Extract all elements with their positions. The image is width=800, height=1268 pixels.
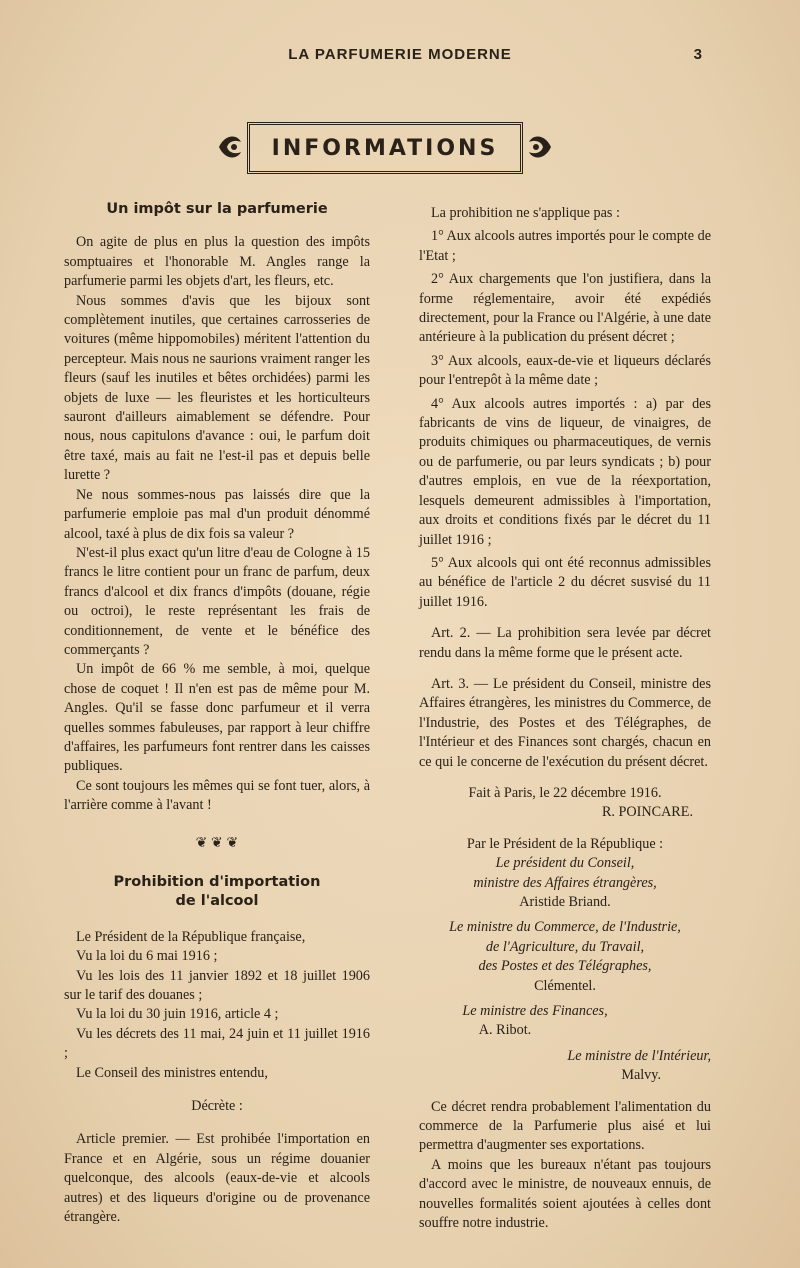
article-premier: Article premier. — Est prohibée l'importation en France et en Algérie, sous un régime douanier quelconque, des alcools (eaux-de-vie et alcools autres) et des liqueurs d'origine ou de provenance étrangère. bbox=[64, 1131, 370, 1226]
left-column bbox=[64, 200, 370, 1228]
exception-item: 5° Aux alcools qui ont été reconnus admissibles au bénéfice de l'article 2 du décret susvisé du 11 juillet 1916. bbox=[419, 554, 711, 610]
decrete-heading: Décrète : bbox=[191, 1098, 243, 1115]
minister3-name: A. Ribot. bbox=[478, 1022, 532, 1039]
decree-intro-line: Vu les décrets des 11 mai, 24 juin et 11 juillet 1916 ; bbox=[64, 1025, 370, 1062]
article-2: Art. 2. — La prohibition sera levée par décret rendu dans la même forme que le présent acte. bbox=[419, 625, 711, 661]
section-banner bbox=[215, 118, 555, 178]
decree-intro-line: Vu la loi du 30 juin 1916, article 4 ; bbox=[76, 1006, 279, 1023]
decree-intro-line: Vu la loi du 6 mai 1916 ; bbox=[76, 948, 218, 965]
article1-title: Un impôt sur la parfumerie bbox=[106, 201, 328, 217]
exception-item: 2° Aux chargements que l'on justifiera, dans la forme réglementaire, avoir été expédiés directement, pour la France ou l'Algérie, à une date antérieure à la publication du présent décret ; bbox=[419, 271, 711, 346]
minister4-title: Le ministre de l'Intérieur, bbox=[567, 1047, 711, 1064]
article2-title-line2: de l'alcool bbox=[175, 893, 259, 910]
article1-paragraph: On agite de plus en plus la question des impôts somptuaires et l'honorable M. Angles range la parfumerie parmi les objets d'art, les fleurs, etc. bbox=[64, 234, 370, 290]
decree-intro-line: Le Président de la République française, bbox=[76, 928, 306, 945]
exception-item: 1° Aux alcools autres importés pour le compte de l'Etat ; bbox=[419, 228, 711, 264]
prohibition-lead: La prohibition ne s'applique pas : bbox=[431, 205, 620, 221]
separator-ornament: ❦ ❦ ❦ bbox=[195, 834, 239, 851]
minister4-name: Malvy. bbox=[621, 1067, 661, 1084]
exception-item: 3° Aux alcools, eaux-de-vie et liqueurs déclarés pour l'entrepôt à la même date ; bbox=[419, 352, 711, 389]
minister1-name: Aristide Briand. bbox=[519, 894, 611, 910]
right-column bbox=[419, 204, 711, 1234]
page-number: 3 bbox=[693, 46, 703, 63]
decree-intro-line: Le Conseil des ministres entendu, bbox=[76, 1064, 268, 1081]
minister1-title: Le président du Conseil, bbox=[495, 855, 635, 872]
article1-paragraph: Nous sommes d'avis que les bijoux sont complètement inutiles, que certaines carrosseries de voitures (même hippomobiles) méritent l'attention du percepteur. Mais nous ne saurions vraiment ranger les fleurs (sauf les inutiles et bêtes orchidées) parmi les objets de luxe — les fleuristes et les horticulteurs sauront d'ailleurs aimablement se défendre. Pour nous, nous capitulons d'avance : oui, le parfum doit être taxé, mais au fait ne l'est-il pas et depuis belle lurette ? bbox=[64, 292, 370, 484]
minister2-title: de l'Agriculture, du Travail, bbox=[485, 938, 645, 955]
closing-paragraph: Ce décret rendra probablement l'alimentation du commerce de la Parfumerie plus aisé et lui permettra d'augmenter ses exportations. bbox=[419, 1098, 711, 1154]
article1-paragraph: Ne nous sommes-nous pas laissés dire que la parfumerie emploie pas mal d'un produit dénommé alcool, taxé à plus de dix fois sa valeur ? bbox=[64, 486, 370, 542]
section-title: INFORMATIONS bbox=[271, 135, 499, 161]
minister2-title: Le ministre du Commerce, de l'Industrie, bbox=[449, 919, 681, 936]
signature-poincare: R. POINCARE. bbox=[601, 804, 693, 821]
article2-title-line1: Prohibition d'importation bbox=[113, 874, 321, 890]
journal-title: LA PARFUMERIE MODERNE bbox=[288, 46, 512, 63]
minister2-title: des Postes et des Télégraphes, bbox=[478, 958, 652, 975]
article1-paragraph: Ce sont toujours les mêmes qui se font tuer, alors, à l'arrière comme à l'avant ! bbox=[64, 777, 370, 814]
running-header bbox=[0, 44, 800, 68]
minister1-title: ministre des Affaires étrangères, bbox=[473, 874, 657, 891]
article1-paragraph: N'est-il plus exact qu'un litre d'eau de Cologne à 15 francs le litre contient pour un franc de parfum, deux francs d'alcool et dix francs d'impôts (douane, régie ou octroi), le reste représentant les frais de conditionnement, de vente et le bénéfice des commerçants ? bbox=[64, 544, 370, 658]
minister2-name: Clémentel. bbox=[534, 977, 596, 994]
article1-paragraph: Un impôt de 66 % me semble, à moi, quelque chose de coquet ! Il n'en est pas de même pour M. Angles. Qu'il se fasse donc parfumeur et il verra quelles sommes fabuleuses, par rapport à leur chiffre d'affaires, les parfumeurs font rentrer dans les caisses publiques. bbox=[64, 661, 370, 775]
article-3: Art. 3. — Le président du Conseil, ministre des Affaires étrangères, les ministres du Commerce, de l'Industrie, des Postes et des Télégraphes, de l'Intérieur et des Finances sont chargés, chacun en ce qui le concerne de l'exécution du présent décret. bbox=[419, 675, 711, 770]
exception-item: 4° Aux alcools autres importés : a) par des fabricants de vins de liqueur, de vinaigres, de produits chimiques ou pharmaceutiques, de vernis ou de parfumerie, ou par leurs syndicats ; b) pour d'autres emplois, en vue de la réexportation, lesquels demeurent admissibles à l'importation, aux droits et conditions fixés par le décret du 11 juillet 1916 ; bbox=[419, 395, 711, 548]
fleuron-right-icon bbox=[525, 130, 555, 164]
closing-paragraph: A moins que les bureaux n'étant pas toujours d'accord avec le ministre, de nouveaux ennuis, de nouvelles formalités soient ajoutées à celles dont souffre notre industrie. bbox=[419, 1156, 711, 1232]
par-le-president: Par le Président de la République : bbox=[466, 835, 664, 852]
decree-intro-line: Vu les lois des 11 janvier 1892 et 18 juillet 1906 sur le tarif des douanes ; bbox=[64, 967, 370, 1004]
fait-a-paris: Fait à Paris, le 22 décembre 1916. bbox=[468, 784, 662, 801]
minister3-title: Le ministre des Finances, bbox=[462, 1003, 608, 1020]
fleuron-left-icon bbox=[215, 130, 245, 164]
section-title-box bbox=[247, 122, 523, 174]
